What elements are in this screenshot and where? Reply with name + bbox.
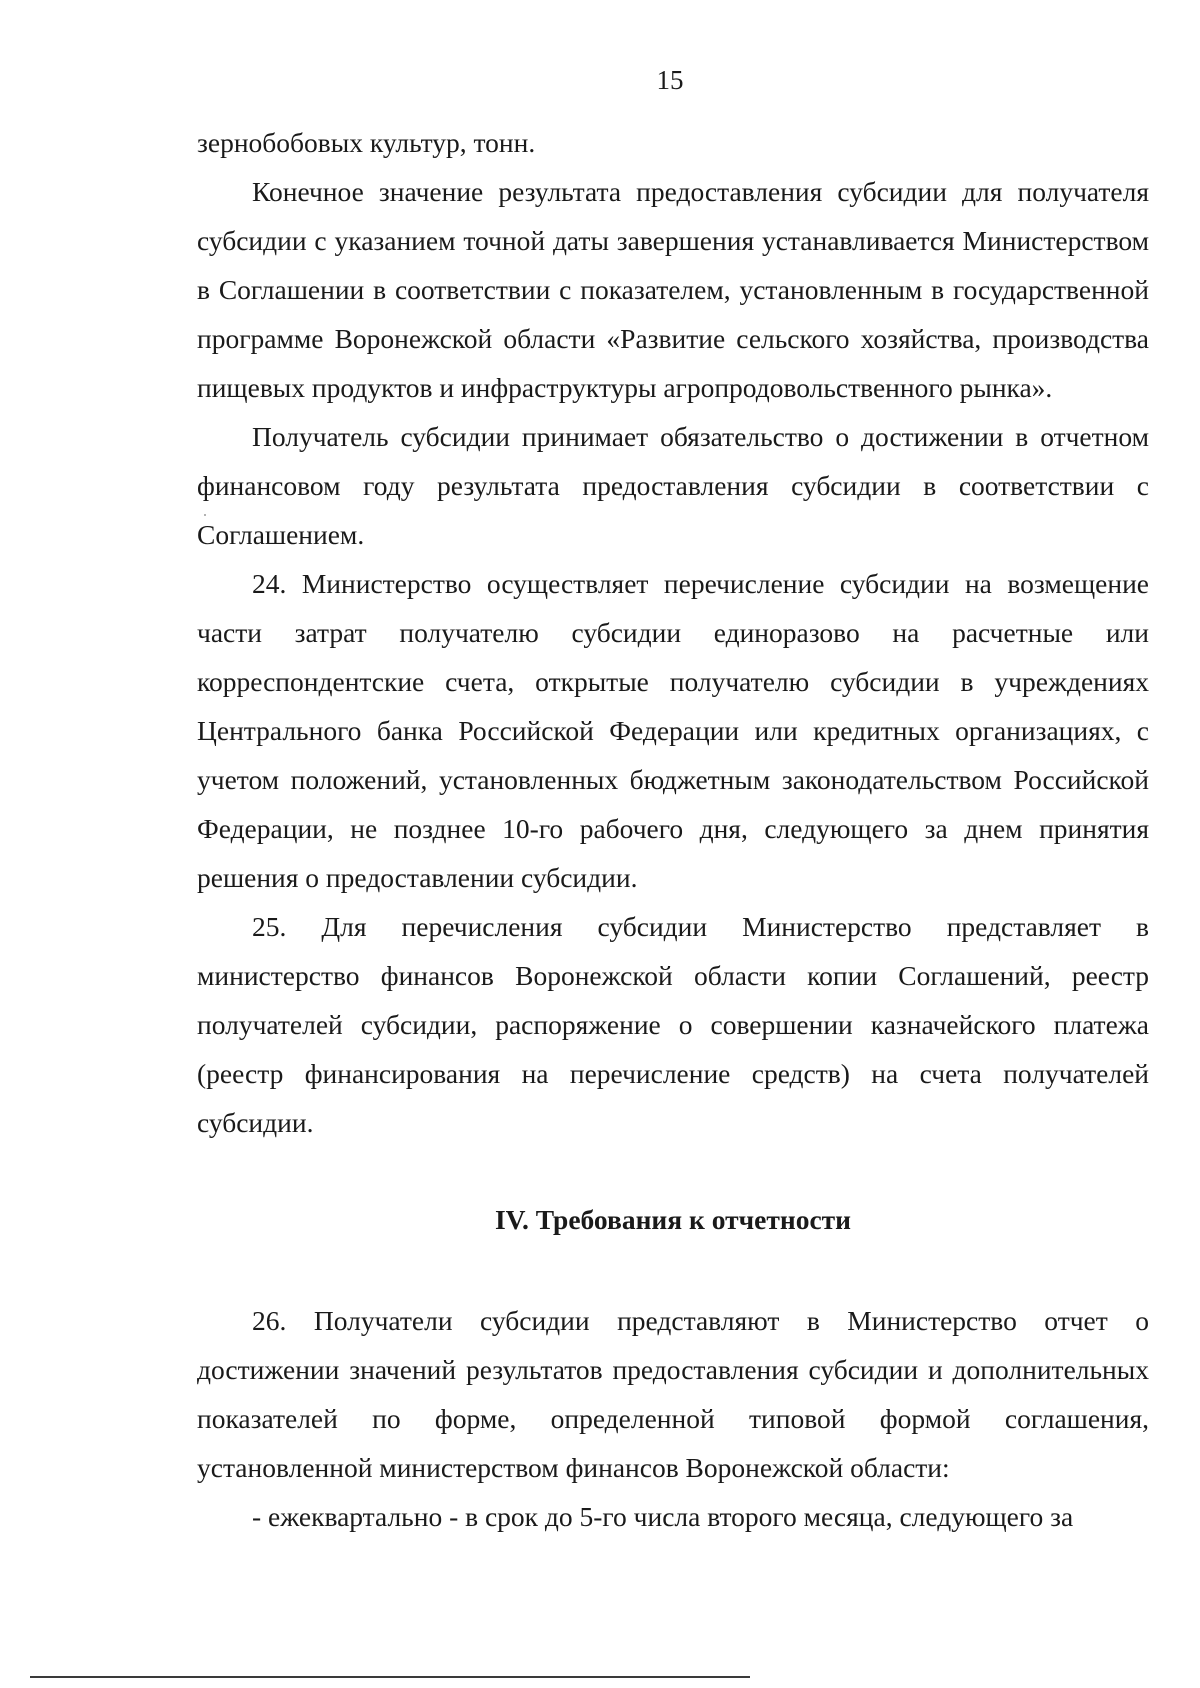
paragraph-item-25: 25. Для перечисления субсидии Министерство представляет в министерство финансов Воронежской области копии Соглашений, реестр получателей субсидии, распоряжение о совершении казначейского платежа (реестр финансирования на перечисление средств) на счета получателей субсидии. — [197, 911, 1149, 1138]
paragraph-item-24: 24. Министерство осуществляет перечисление субсидии на возмещение части затрат получателю субсидии единоразово на расчетные или корреспондентские счета, открытые получателю субсидии в учреждениях Центрального банка Российской Федерации или кредитных организациях, с учетом положений, установленных бюджетным законодательством Российской Федерации, не позднее 10-го рабочего дня, следующего за днем принятия решения о предоставлении субсидии. — [197, 568, 1149, 893]
paragraph: Получатель субсидии принимает обязательство о достижении в отчетном финансовом году результата предоставления субсидии в соответствии с Соглашением. — [197, 421, 1149, 550]
scan-speck — [204, 514, 206, 516]
paragraph: Конечное значение результата предоставления субсидии для получателя субсидии с указанием точной даты завершения устанавливается Министерством в Соглашении в соответствии с показателем, установленным в государственной программе Воронежской области «Развитие сельского хозяйства, производства пищевых продуктов и инфраструктуры агропродовольственного рынка». — [197, 176, 1149, 403]
paragraph-item-26: 26. Получатели субсидии представляют в Министерство отчет о достижении значений результатов предоставления субсидии и дополнительных показателей по форме, определенной типовой формой соглашения, установленной министерством финансов Воронежской области: — [197, 1305, 1149, 1483]
paragraph: зернобобовых культур, тонн. — [197, 127, 536, 158]
page-number: 15 — [656, 65, 684, 95]
bottom-rule — [30, 1676, 750, 1678]
list-item: - ежеквартально - в срок до 5-го числа второго месяца, следующего за — [252, 1501, 1074, 1532]
section-heading: IV. Требования к отчетности — [494, 1204, 852, 1235]
document-body — [197, 118, 1149, 1541]
